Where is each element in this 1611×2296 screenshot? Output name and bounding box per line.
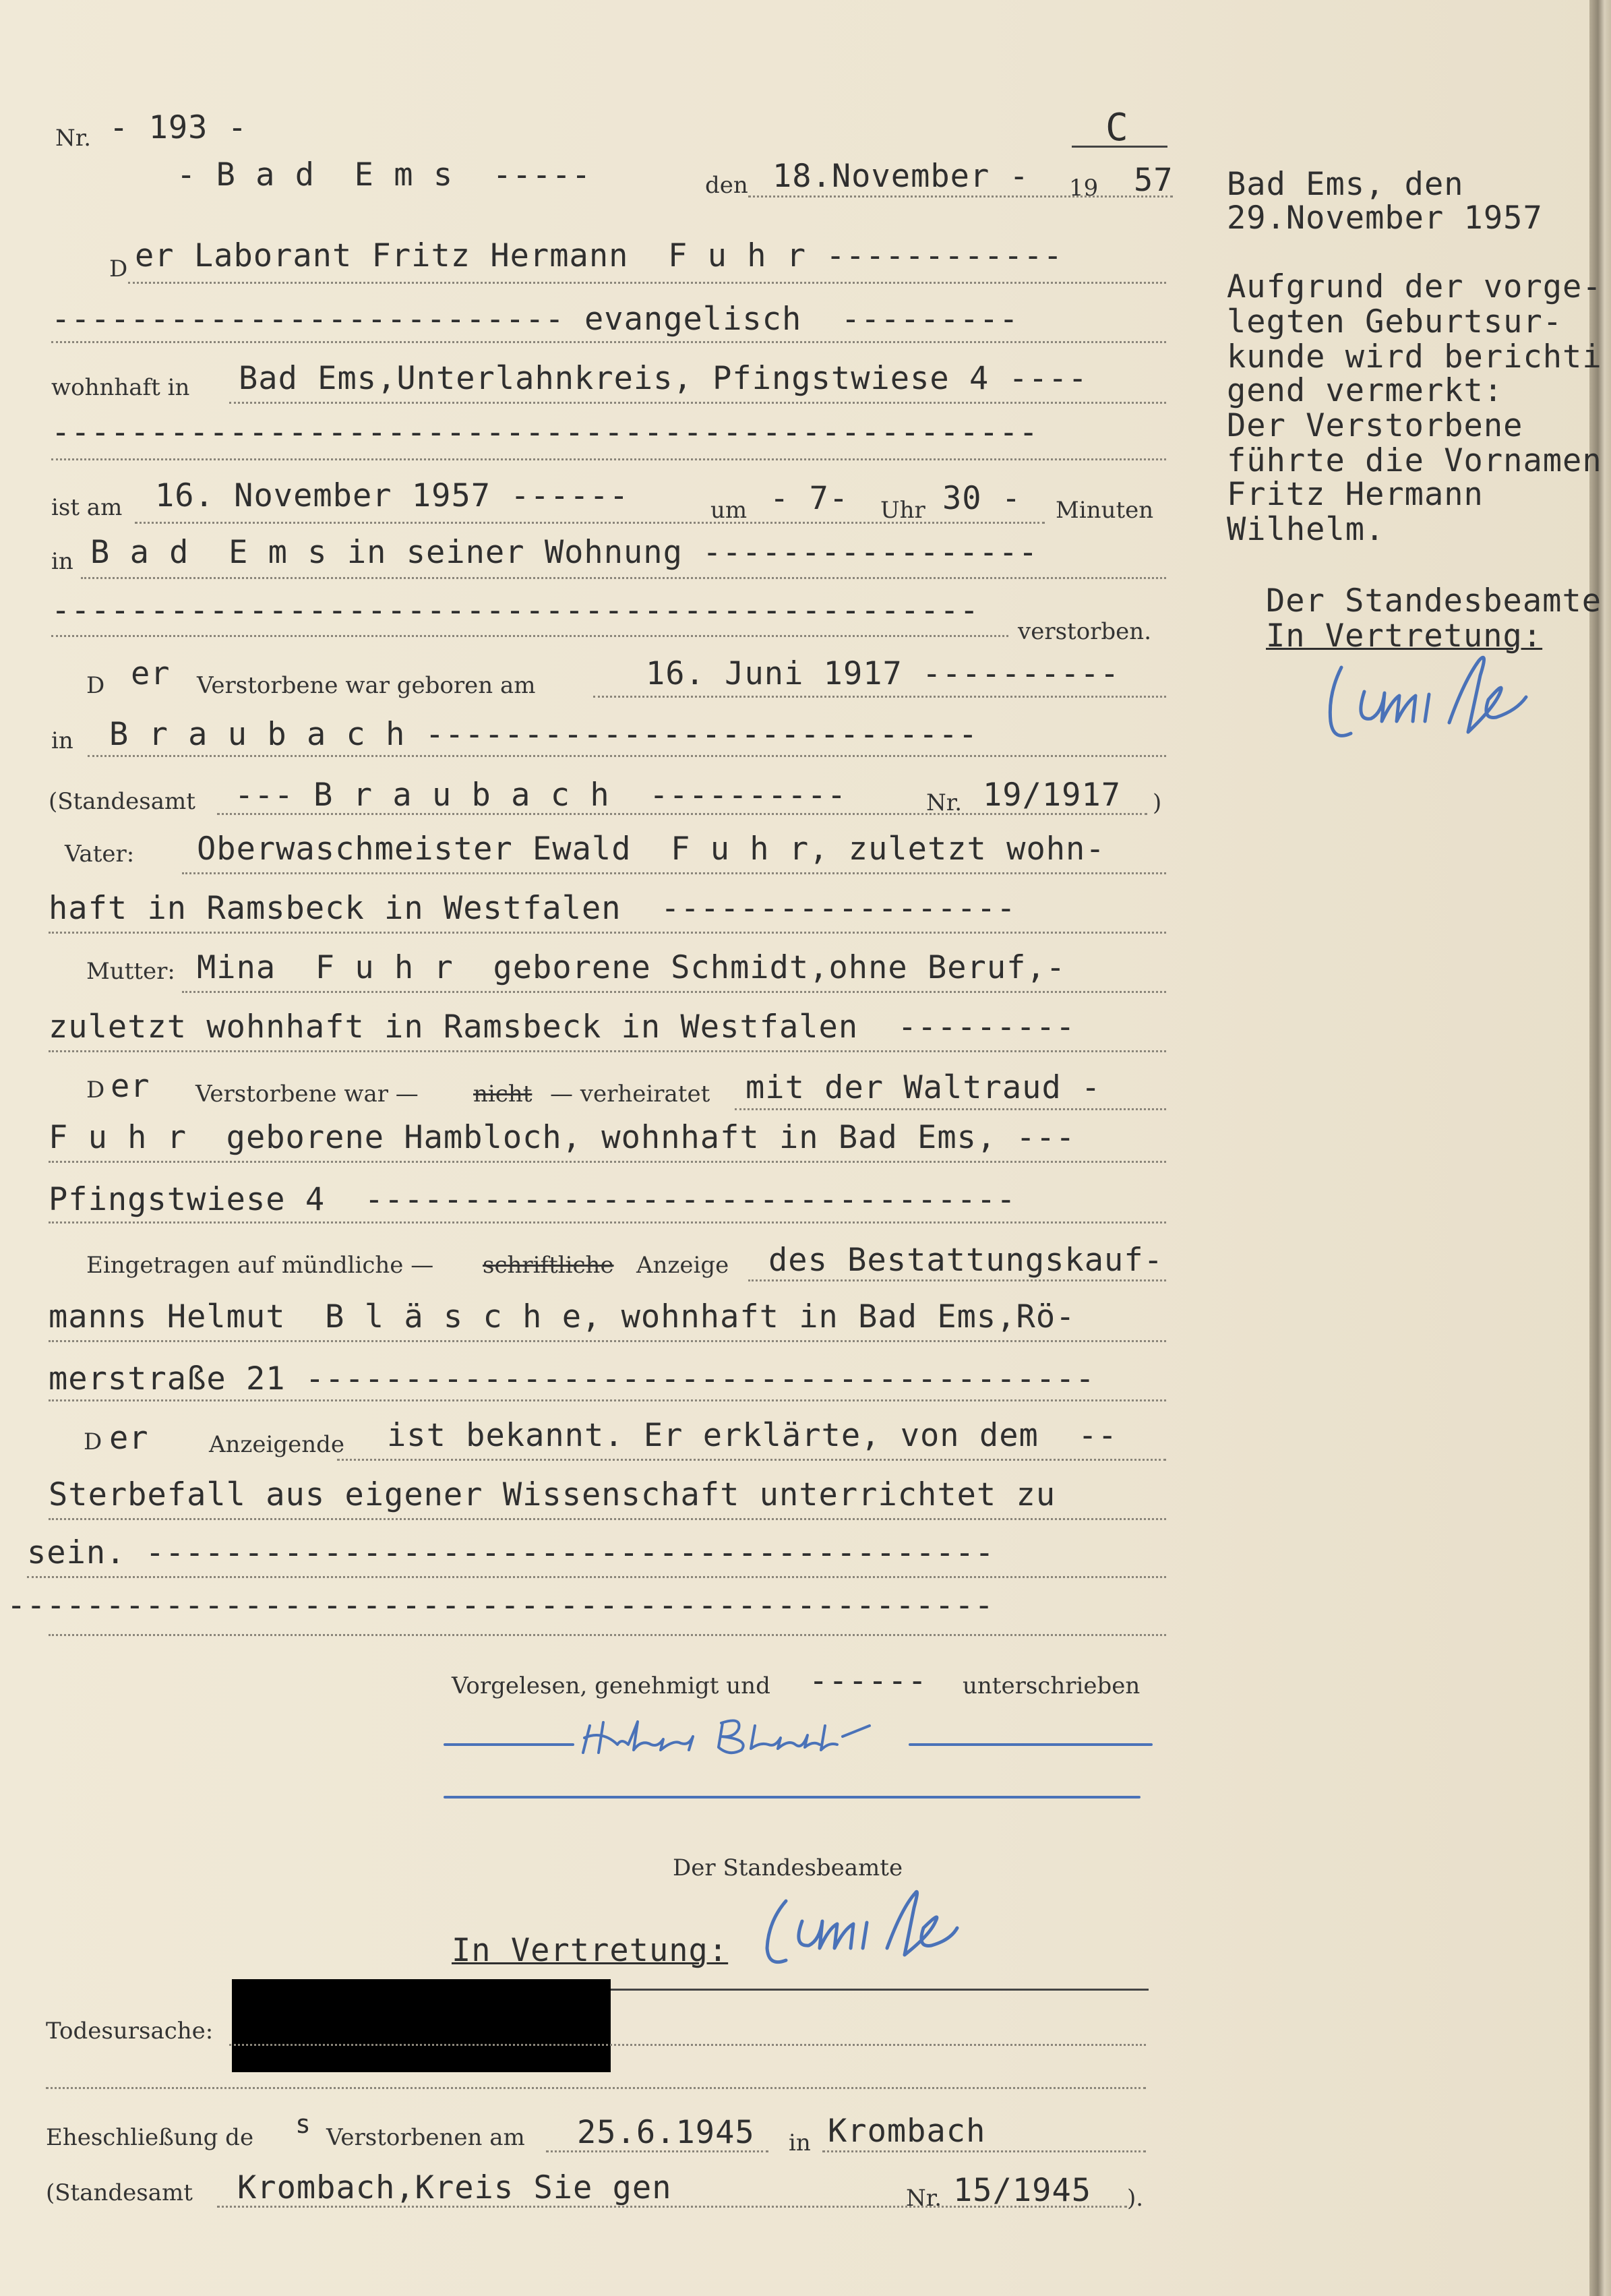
letter-underline: [1072, 146, 1167, 148]
standesamt-label: (Standesamt: [49, 788, 195, 815]
wohnhaft-label: wohnhaft in: [51, 374, 190, 401]
dotline: [49, 932, 1166, 934]
year-prefix: 19: [1069, 175, 1099, 202]
todesursache-label: Todesursache:: [46, 2018, 214, 2045]
der-standesbeamte-label: Der Standesbeamte: [673, 1854, 903, 1881]
dotline: [182, 872, 1166, 874]
ehe-place: Krombach: [828, 2113, 986, 2150]
anz-insert: er: [109, 1420, 149, 1457]
dotline: [49, 1634, 1166, 1636]
anz-cont2: sein. -------------------------------------------: [27, 1534, 995, 1571]
um-label: um: [710, 497, 748, 524]
ehe-standesamt-value: Krombach,Kreis Sie gen: [237, 2169, 672, 2206]
margin-line: Bad Ems, den: [1227, 166, 1464, 203]
verh-struck: nicht: [473, 1081, 533, 1108]
in-value: B a d E m s in seiner Wohnung -----------------: [90, 534, 1039, 571]
dotline: [546, 2150, 768, 2152]
dotline: [337, 1459, 1166, 1461]
verstorben-label: verstorben.: [1018, 618, 1152, 645]
in-label: in: [51, 548, 73, 575]
ehe-nr-value: 15/1945: [953, 2172, 1092, 2209]
dotline: [88, 755, 1166, 757]
margin-line: gend vermerkt:: [1227, 372, 1504, 409]
unterschrieben-label: unterschrieben: [963, 1672, 1141, 1699]
dotline: [217, 813, 1147, 815]
dotline: [182, 991, 1166, 993]
margin-line: führte die Vornamen: [1227, 442, 1602, 479]
standesamt-nr-value: 19/1917: [983, 777, 1122, 814]
redaction-box: [232, 1979, 611, 2072]
date-dotline: [748, 195, 1173, 198]
verh-cont2: Pfingstwiese 4 ---------------------------------: [49, 1181, 1016, 1218]
ehe-close: ).: [1127, 2185, 1144, 2212]
verh-prefix: D: [86, 1077, 105, 1104]
dotline: [735, 1108, 1166, 1110]
register-letter: C: [1105, 106, 1129, 150]
margin-line: kunde wird berichti: [1227, 338, 1602, 375]
ehe-label1: Eheschließung de: [46, 2124, 254, 2151]
dotline: [27, 1576, 1166, 1578]
nr-label: Nr.: [55, 125, 92, 152]
eing-struck: schriftliche: [483, 1252, 614, 1279]
dotline: [217, 2206, 1127, 2208]
l1-text: er Laborant Fritz Hermann F u h r ------------: [135, 237, 1063, 274]
year-suffix: 57: [1134, 162, 1174, 199]
margin-line: Wilhelm.: [1227, 511, 1385, 548]
dotline: [135, 522, 1045, 524]
ehe-in-label: in: [789, 2129, 811, 2156]
mutter-label: Mutter:: [86, 958, 175, 985]
wohnhaft-value: Bad Ems,Unterlahnkreis, Pfingstwiese 4 ----: [239, 360, 1088, 397]
dotline: [49, 1221, 1166, 1223]
geboren-prefix: D: [86, 672, 105, 699]
den-label: den: [705, 172, 748, 199]
l2-text: -------------------------- evangelisch ---------: [51, 301, 1019, 338]
eing-label1: Eingetragen auf mündliche —: [86, 1252, 434, 1279]
ehe-standesamt-label: (Standesamt: [46, 2179, 193, 2206]
anz-label: Anzeigende: [209, 1431, 345, 1458]
eing-value: des Bestattungskauf-: [768, 1242, 1163, 1279]
margin-line: Der Verstorbene: [1227, 407, 1523, 444]
verh-label1: Verstorbene war —: [195, 1081, 419, 1108]
margin-line: legten Geburtsur-: [1227, 303, 1563, 340]
margin-line: 29.November 1957: [1227, 200, 1543, 237]
ehe-date: 25.6.1945: [577, 2114, 755, 2151]
ist-am-label: ist am: [51, 494, 123, 521]
in2-value: B r a u b a c h ----------------------------: [109, 716, 979, 753]
vater-value: Oberwaschmeister Ewald F u h r, zuletzt wohn-: [197, 830, 1105, 868]
anz-cont1: Sterbefall aus eigener Wissenschaft unterrichtet zu: [49, 1476, 1056, 1513]
minuten-label: Minuten: [1056, 497, 1154, 524]
dotline: [51, 458, 1166, 460]
dotline: [46, 2087, 1146, 2089]
standesamt-nr-label: Nr.: [926, 789, 963, 816]
verh-cont1: F u h r geborene Hambloch, wohnhaft in Bad Ems, ---: [49, 1119, 1076, 1156]
dotline: [822, 2150, 1146, 2152]
vater-label: Vater:: [65, 841, 135, 868]
dotline: [81, 577, 1166, 579]
registrar-signature: [755, 1881, 998, 1975]
dotline: [229, 402, 1166, 404]
verh-label2: — verheiratet: [550, 1081, 710, 1108]
anz-cont3: --------------------------------------------------: [7, 1587, 994, 1624]
vorgelesen-insert: ------: [809, 1662, 928, 1699]
dotline: [51, 341, 1166, 343]
informant-signature: [438, 1705, 1166, 1813]
margin-line: Aufgrund der vorge-: [1227, 268, 1602, 305]
standesamt-value: --- B r a u b a c h ----------: [235, 777, 847, 814]
verh-insert: er: [111, 1068, 150, 1105]
margin-line: Fritz Hermann: [1227, 476, 1484, 513]
margin-signature: [1321, 640, 1564, 755]
eing-cont1: manns Helmut B l ä s c h e, wohnhaft in Bad Ems,Rö-: [49, 1298, 1076, 1335]
eing-cont2: merstraße 21 ----------------------------------------: [49, 1360, 1095, 1397]
dotline: [229, 2044, 1146, 2046]
date-value: 18.November -: [772, 158, 1029, 195]
mutter-value: Mina F u h r geborene Schmidt,ohne Beruf,-: [197, 949, 1066, 986]
l7-text: -----------------------------------------------: [51, 592, 979, 629]
dotline: [51, 635, 1008, 637]
geboren-label: Verstorbene war geboren am: [197, 672, 536, 699]
place-value: - B a d E m s -----: [177, 156, 592, 193]
ist-am-value: 16. November 1957 ------: [155, 477, 630, 514]
margin-signer2: In Vertretung:: [1266, 617, 1543, 655]
mutter-cont: zuletzt wohnhaft in Ramsbeck in Westfalen ---------: [49, 1008, 1076, 1046]
dotline: [49, 1399, 1166, 1401]
vater-cont: haft in Ramsbeck in Westfalen ------------------: [49, 890, 1016, 927]
l4-text: --------------------------------------------------: [51, 414, 1039, 451]
standesamt-close: ): [1153, 789, 1162, 816]
um-value: - 7-: [770, 480, 849, 517]
ehe-insert: s: [295, 2109, 311, 2139]
dotline: [593, 696, 1166, 698]
anz-prefix: D: [84, 1428, 102, 1455]
dotline: [49, 1518, 1166, 1520]
ehe-nr-label: Nr.: [906, 2185, 942, 2212]
margin-signer1: Der Standesbeamte: [1266, 582, 1602, 620]
dotline: [49, 1161, 1166, 1163]
ehe-label2: Verstorbenen am: [326, 2124, 525, 2151]
in2-label: in: [51, 727, 73, 754]
entry-number: - 193 -: [109, 109, 248, 146]
vorgelesen-label: Vorgelesen, genehmigt und: [452, 1672, 770, 1699]
geboren-insert: er: [131, 655, 171, 692]
l1-prefix: D: [109, 255, 128, 282]
dotline: [49, 1340, 1166, 1342]
dotline: [128, 282, 1166, 284]
geboren-value: 16. Juni 1917 ----------: [646, 655, 1120, 692]
eing-label2: Anzeige: [636, 1252, 729, 1279]
dotline: [49, 1050, 1166, 1052]
anz-value: ist bekannt. Er erklärte, von dem --: [387, 1417, 1118, 1454]
uhr-label: Uhr: [880, 497, 925, 524]
verh-value: mit der Waltraud -: [746, 1069, 1101, 1106]
in-vertretung-label: In Vertretung:: [452, 1932, 729, 1969]
uhr-value: 30 -: [942, 480, 1022, 517]
dotline: [748, 1279, 1166, 1281]
